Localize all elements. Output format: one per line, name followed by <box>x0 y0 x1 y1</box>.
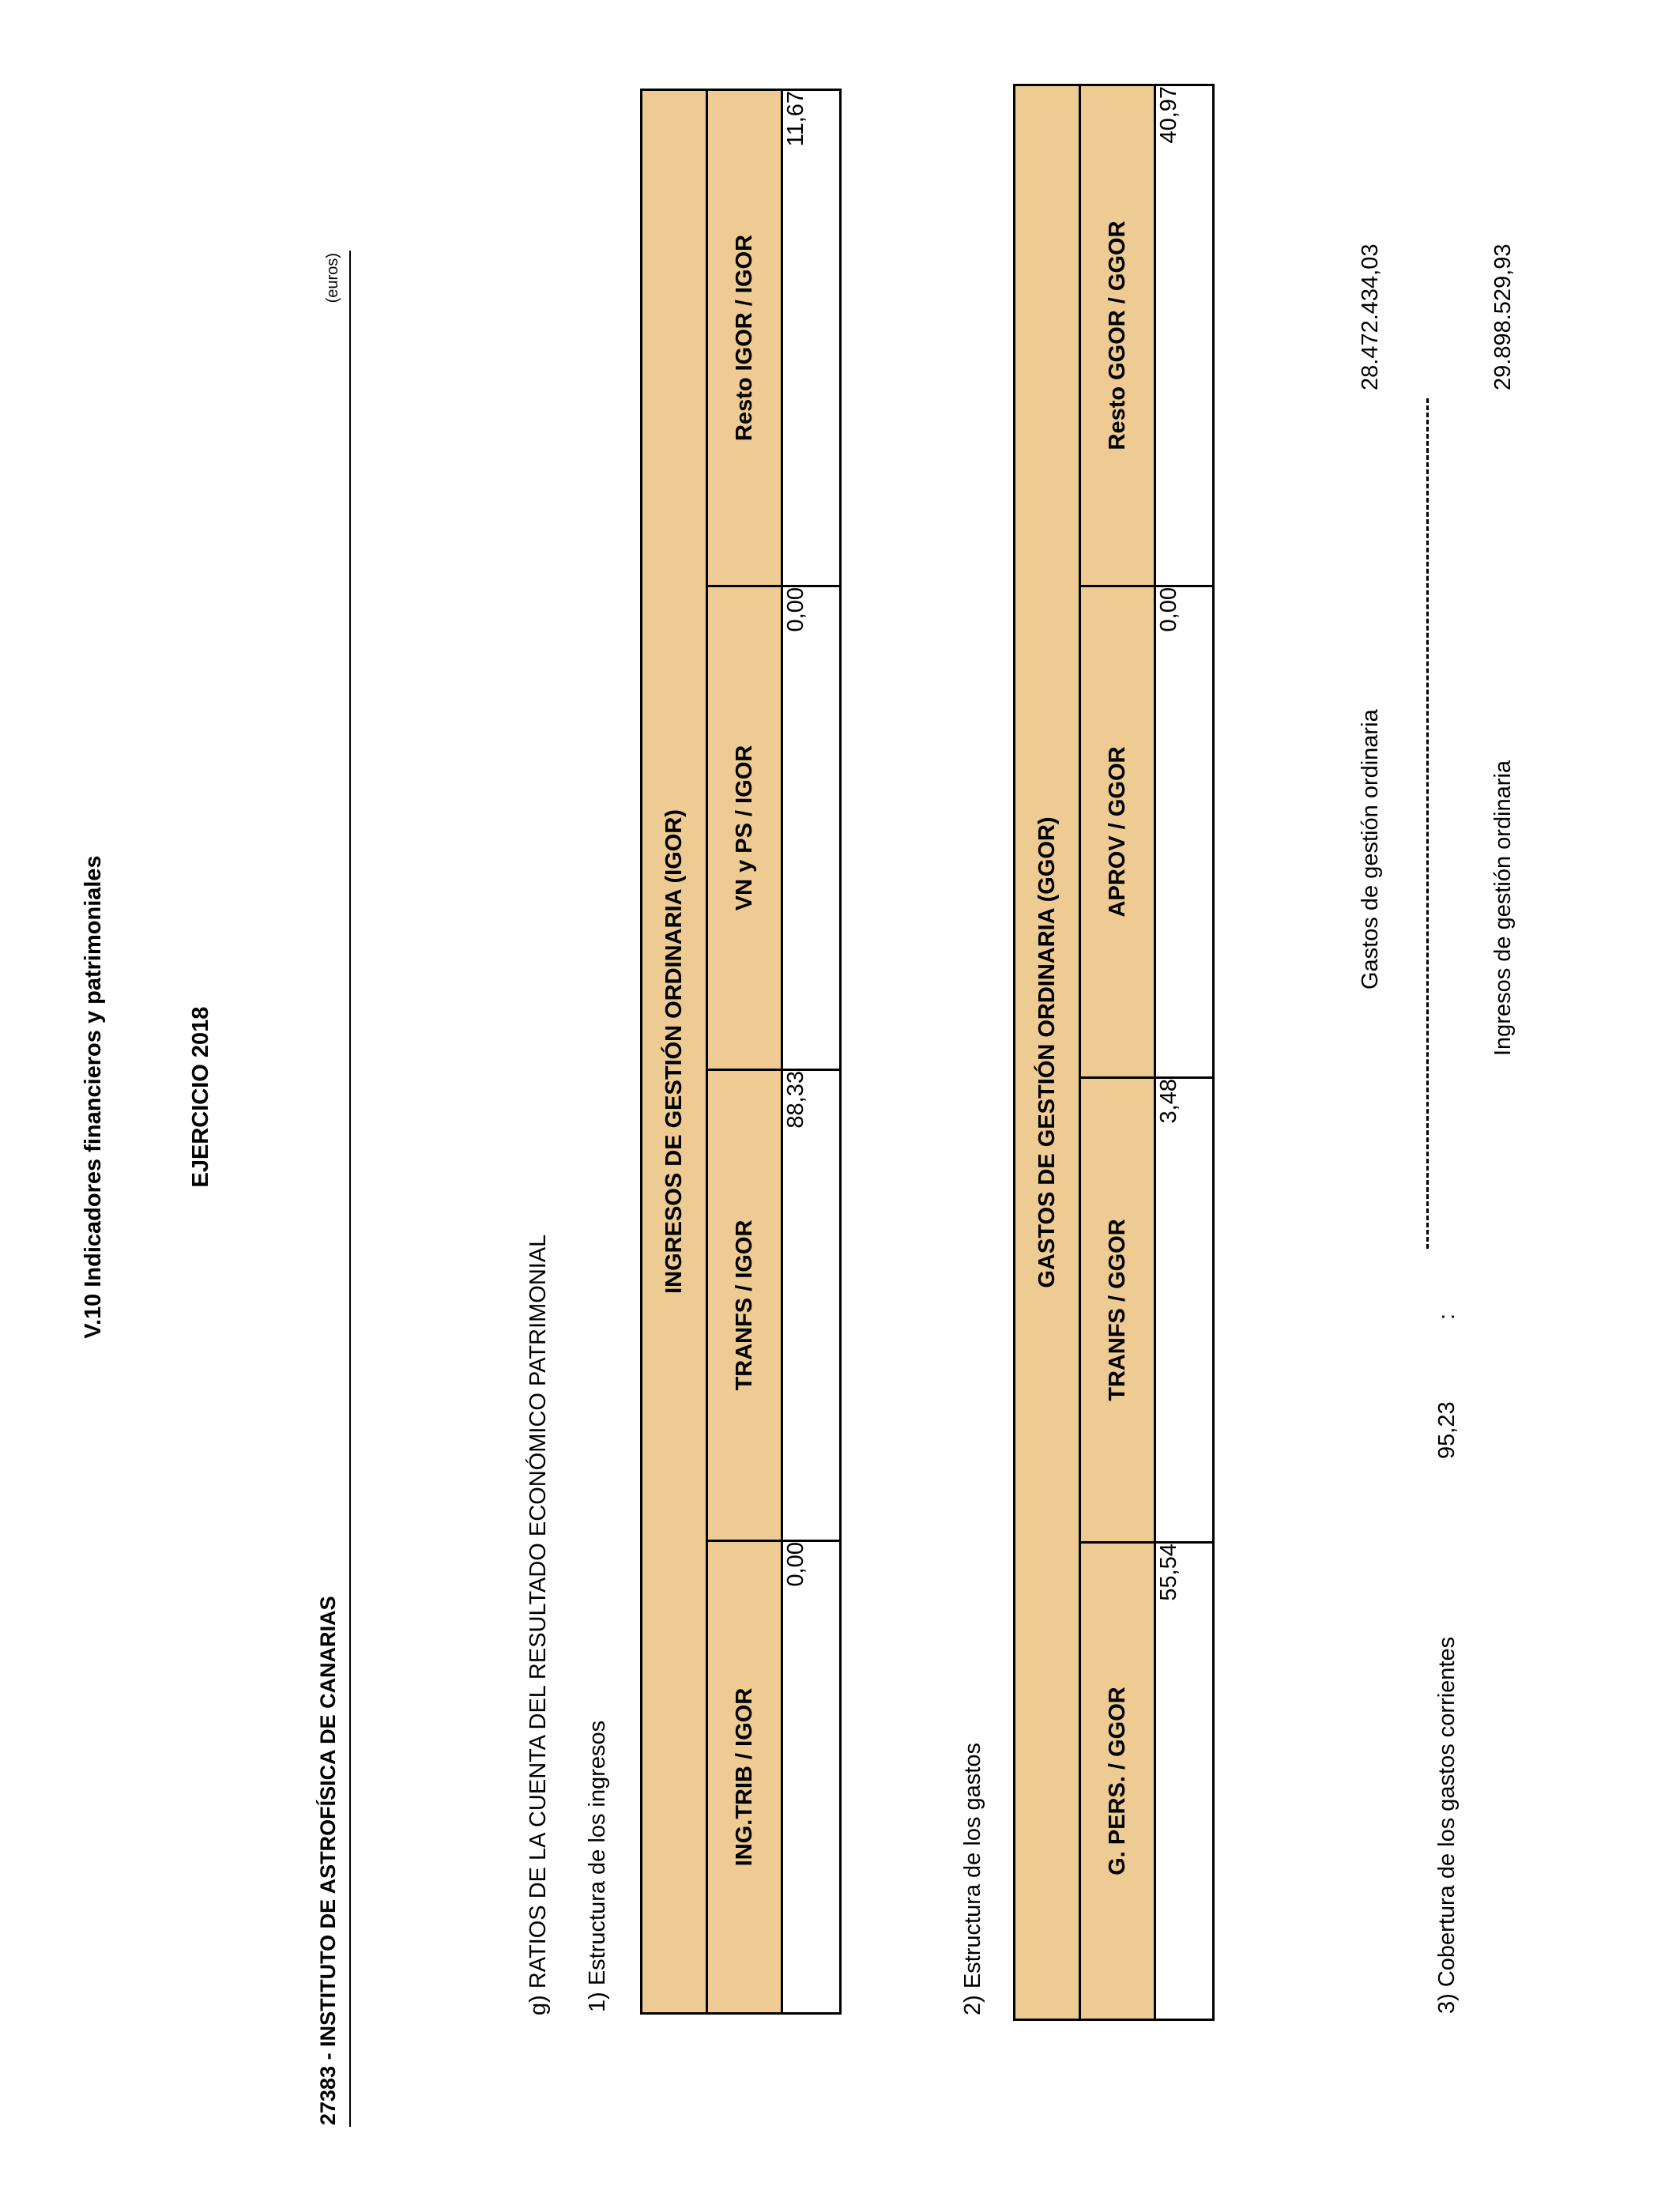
exercise-year: EJERCICIO 2018 <box>188 1006 213 1188</box>
igor-col-resto: Resto IGOR / IGOR <box>707 89 782 586</box>
ggor-col-aprov: APROV / GGOR <box>1080 586 1155 1078</box>
ggor-col-tranfs: TRANFS / GGOR <box>1080 1078 1155 1543</box>
ggor-col-resto: Resto GGOR / GGOR <box>1080 85 1155 586</box>
ggor-group-header: GASTOS DE GESTIÓN ORDINARIA (GGOR) <box>1015 85 1080 2019</box>
igor-value-vn-ps: 0,00 <box>782 586 841 1070</box>
fraction-line <box>1426 398 1429 1249</box>
income-ratios-table <box>640 89 842 2015</box>
coverage-numerator-label: Gastos de gestión ordinaria <box>1358 709 1383 990</box>
header-divider <box>349 251 351 2127</box>
coverage-denominator-value: 29.898.529,93 <box>1490 243 1516 390</box>
coverage-value: 95,23 <box>1434 1401 1460 1459</box>
currency-units: (euros) <box>324 253 341 303</box>
ggor-col-g-pers: G. PERS. / GGOR <box>1080 1543 1155 2020</box>
income-structure-subtitle: 1) Estructura de los ingresos <box>585 1720 610 2012</box>
igor-col-tranfs: TRANFS / IGOR <box>707 1070 782 1541</box>
igor-col-ing-trib: ING.TRIB / IGOR <box>707 1541 782 2014</box>
ggor-value-aprov: 0,00 <box>1155 586 1214 1078</box>
coverage-separator: : <box>1434 1313 1460 1320</box>
igor-value-ing-trib: 0,00 <box>782 1541 841 2014</box>
igor-col-vn-ps: VN y PS / IGOR <box>707 586 782 1070</box>
expense-ratios-table <box>1013 84 1215 2021</box>
coverage-label: 3) Cobertura de los gastos corrientes <box>1434 1636 1460 2014</box>
expense-structure-subtitle: 2) Estructura de los gastos <box>960 1743 985 2015</box>
igor-value-resto: 11,67 <box>782 89 841 586</box>
coverage-numerator-value: 28.472.434,03 <box>1358 243 1383 390</box>
igor-group-header: INGRESOS DE GESTIÓN ORDINARIA (IGOR) <box>642 89 707 2013</box>
ggor-value-resto: 40,97 <box>1155 85 1214 586</box>
entity-name: 27383 - INSTITUTO DE ASTROFÍSICA DE CANARIAS <box>316 1596 340 2125</box>
ggor-value-g-pers: 55,54 <box>1155 1543 1214 2020</box>
section-title: g) RATIOS DE LA CUENTA DEL RESULTADO ECONÓMICO PATRIMONIAL <box>525 1234 551 2015</box>
ggor-value-tranfs: 3,48 <box>1155 1078 1214 1543</box>
report-title: V.10 Indicadores financieros y patrimoniales <box>81 855 106 1339</box>
igor-value-tranfs: 88,33 <box>782 1070 841 1541</box>
coverage-denominator-label: Ingresos de gestión ordinaria <box>1490 760 1516 1056</box>
